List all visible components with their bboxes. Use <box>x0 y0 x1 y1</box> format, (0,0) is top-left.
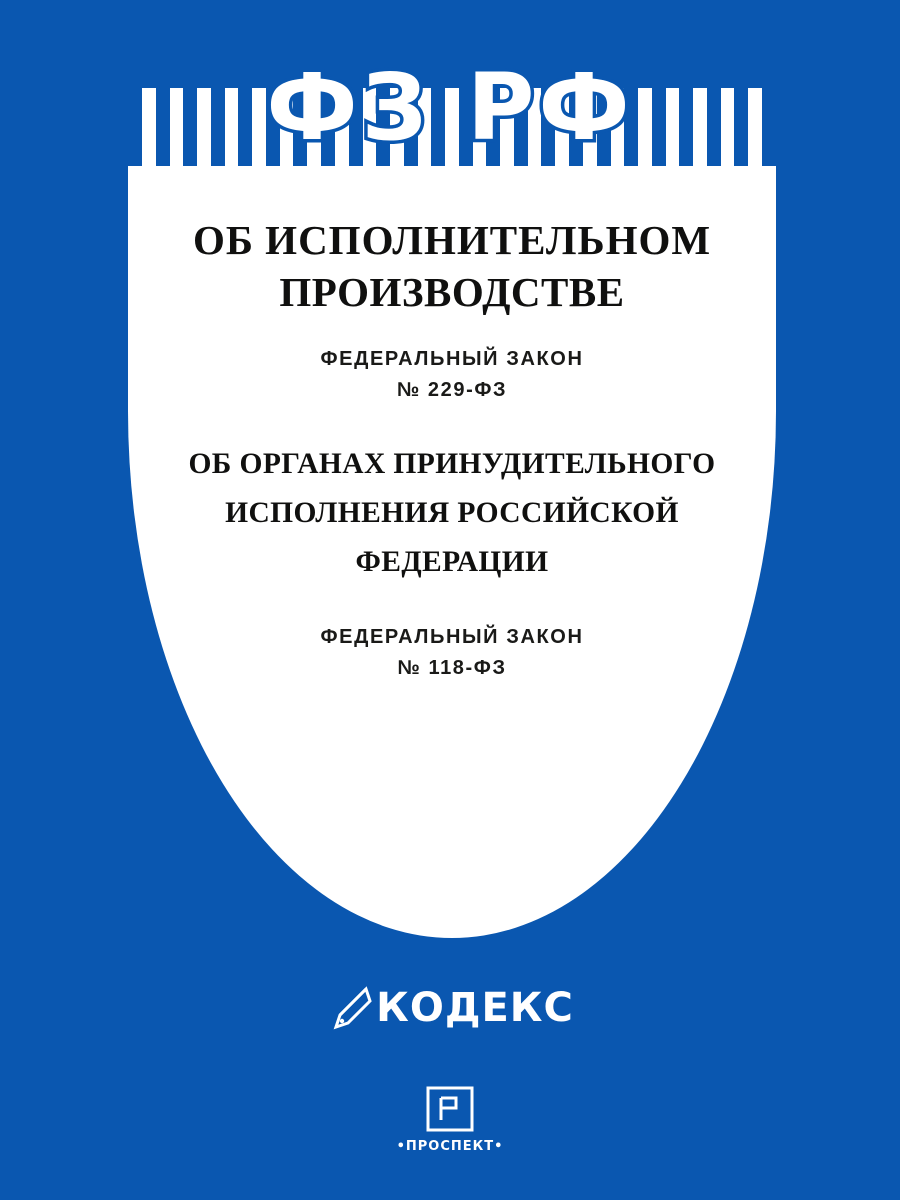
secondary-title <box>150 440 754 586</box>
brand-name: КОДЕКС <box>376 985 574 1031</box>
pen-nib-icon <box>326 985 372 1031</box>
secondary-title-line-3: ФЕДЕРАЦИИ <box>355 545 549 578</box>
secondary-title-line-2: ИСПОЛНЕНИЯ РОССИЙСКОЙ <box>225 496 679 529</box>
fz-rf-emblem <box>0 54 900 161</box>
law-reference-1-line-1: ФЕДЕРАЛЬНЫЙ ЗАКОН <box>320 348 584 371</box>
fz-rf-emblem-text: ФЗ РФ <box>266 54 634 161</box>
page-title-line-1: ОБ ИСПОЛНИТЕЛЬНОМ <box>192 217 712 263</box>
law-reference-1-line-2: № 229-ФЗ <box>396 379 508 402</box>
brand-logo <box>0 985 900 1031</box>
publisher-name: •ПРОСПЕКТ• <box>396 1139 504 1154</box>
book-monogram-icon <box>423 1086 477 1132</box>
law-reference-1 <box>150 344 754 406</box>
law-reference-2-line-1: ФЕДЕРАЛЬНЫЙ ЗАКОН <box>320 626 584 649</box>
page-title-line-2: ПРОИЗВОДСТВЕ <box>279 268 625 315</box>
secondary-title-line-1: ОБ ОРГАНАХ ПРИНУДИТЕЛЬНОГО <box>188 448 716 481</box>
law-reference-2 <box>150 622 754 684</box>
publisher-logo <box>0 1086 900 1154</box>
cover-text-block <box>150 215 754 684</box>
law-reference-2-line-2: № 118-ФЗ <box>397 657 507 680</box>
page-title <box>150 215 754 318</box>
